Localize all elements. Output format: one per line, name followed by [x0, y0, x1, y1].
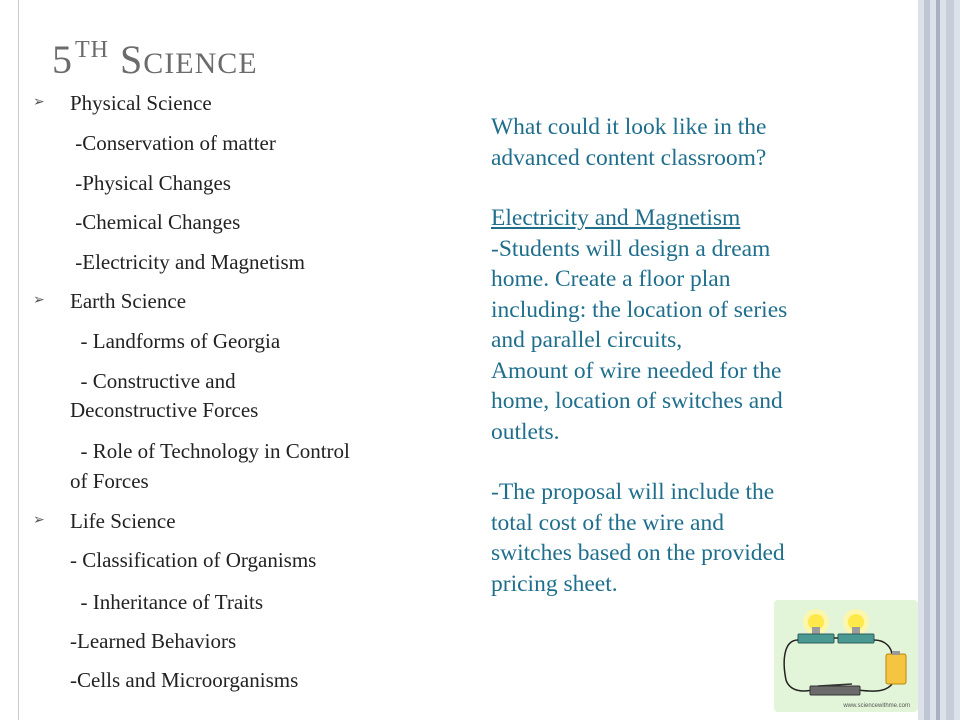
frame-band — [924, 0, 930, 720]
right-decorative-frame — [918, 0, 960, 720]
question-line: advanced content classroom? — [491, 144, 767, 171]
topic-text: -Electricity and Magnetism — [70, 250, 306, 274]
title-rest: CIENCE — [143, 47, 258, 80]
topic-subitem — [70, 547, 316, 573]
advanced-content-text — [491, 112, 901, 599]
topic-text: Deconstructive Forces — [70, 398, 259, 422]
topic-subitem — [70, 589, 263, 615]
question-line: What could it look like in the — [491, 114, 767, 140]
title-number: 5 — [52, 37, 73, 82]
arrow-bullet-icon: ➢ — [33, 293, 45, 308]
frame-band — [946, 0, 954, 720]
topic-text: -Physical Changes — [70, 171, 231, 195]
paragraph-line: and parallel circuits, — [491, 327, 683, 353]
paragraph-line: -The proposal will include the — [491, 479, 775, 505]
topic-subitem — [70, 667, 298, 693]
topic-text: -Learned Behaviors — [70, 629, 237, 653]
topic-text: - Landforms of Georgia — [70, 329, 281, 353]
topic-text: of Forces — [70, 469, 149, 493]
circuit-image — [774, 600, 918, 712]
topic-text: Earth Science — [70, 289, 187, 313]
topic-text: -Cells and Microorganisms — [70, 668, 299, 692]
topic-subitem — [70, 130, 276, 156]
arrow-bullet-icon: ➢ — [33, 95, 45, 110]
image-credit: www.sciencewithme.com — [843, 703, 910, 709]
topic-subitem — [70, 397, 258, 423]
section-heading: Electricity and Magnetism — [491, 205, 741, 231]
paragraph-line: switches based on the provided — [491, 540, 785, 566]
topic-subitem — [70, 438, 350, 464]
topic-subitem — [70, 249, 305, 275]
paragraph-line: including: the location of series — [491, 296, 788, 323]
topic-text: Life Science — [70, 509, 176, 533]
frame-band — [936, 0, 940, 720]
topic-subitem — [70, 628, 236, 654]
topic-text: - Constructive and — [70, 369, 236, 393]
paragraph-line: -Students will design a dream — [491, 235, 771, 262]
topic-text: - Inheritance of Traits — [70, 590, 264, 614]
topic-text: -Conservation of matter — [70, 131, 276, 155]
paragraph-line: home. Create a floor plan — [491, 266, 731, 292]
paragraph-line: Amount of wire needed for the — [491, 357, 782, 384]
topic-subitem — [70, 209, 240, 235]
topic-heading — [33, 90, 212, 116]
paragraph-line: outlets. — [491, 418, 560, 445]
topic-subitem — [70, 368, 236, 394]
title-superscript: TH — [75, 37, 109, 63]
topic-subitem — [70, 328, 280, 354]
topic-subitem — [70, 170, 231, 196]
topic-subitem — [70, 468, 149, 494]
topic-text: - Classification of Organisms — [70, 548, 317, 572]
title-initial: S — [120, 37, 144, 82]
arrow-bullet-icon: ➢ — [33, 513, 45, 528]
topic-heading — [33, 288, 187, 314]
paragraph-line: pricing sheet. — [491, 570, 618, 597]
topic-text: - Role of Technology in Control — [70, 439, 350, 463]
topic-heading — [33, 508, 176, 534]
topic-text: Physical Science — [70, 91, 212, 115]
paragraph-line: home, location of switches and — [491, 388, 783, 414]
parallel-circuit-illustration — [774, 600, 918, 712]
topic-text: -Chemical Changes — [70, 210, 241, 234]
topic-list — [0, 0, 460, 720]
paragraph-line: total cost of the wire and — [491, 509, 724, 536]
